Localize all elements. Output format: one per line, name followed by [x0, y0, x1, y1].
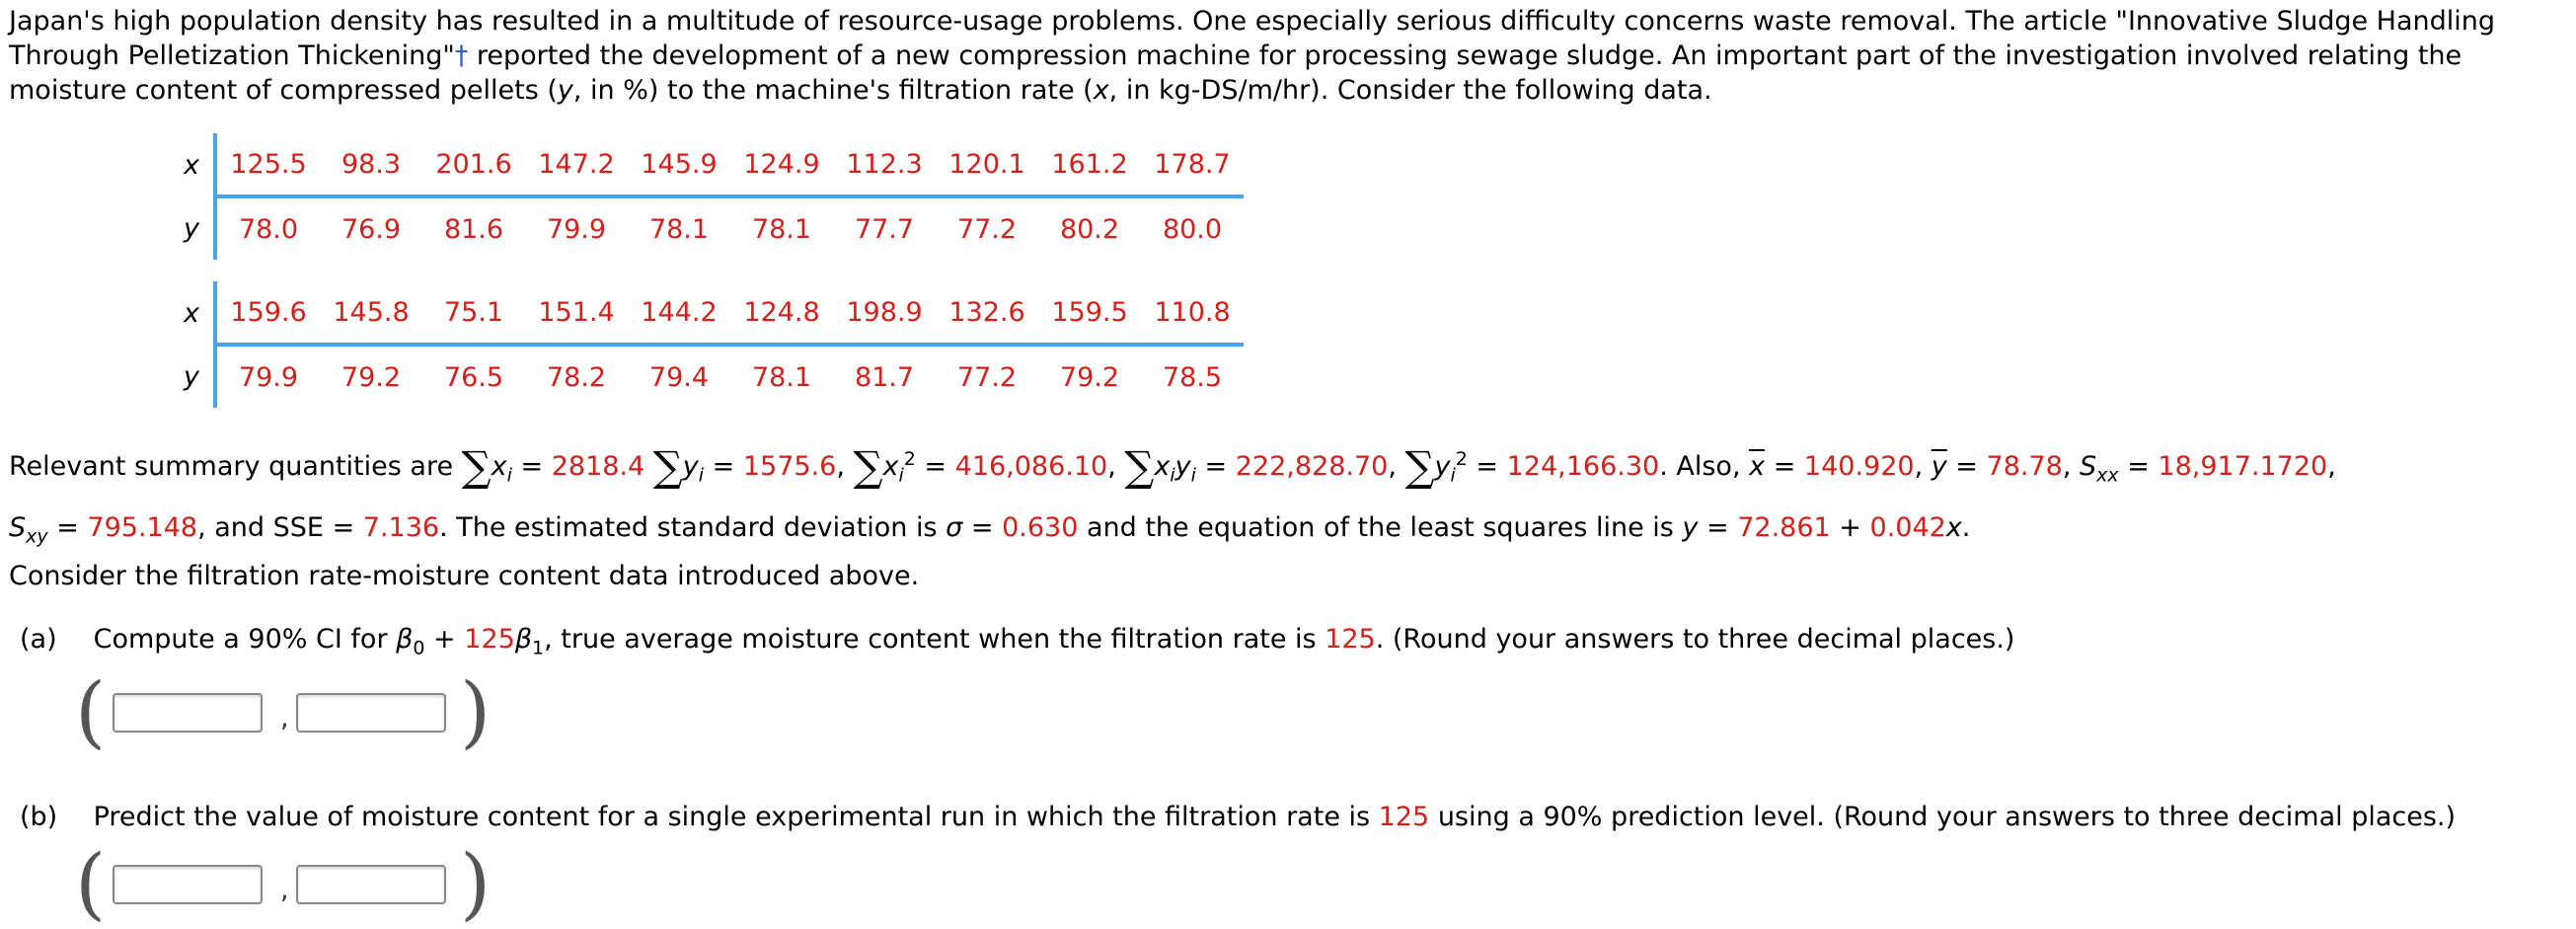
answer-a-upper-input[interactable] — [296, 693, 446, 733]
intercept-value: 72.861 — [1737, 512, 1831, 544]
table-cell: 159.6 — [215, 281, 320, 345]
table-cell: 79.2 — [1059, 361, 1120, 393]
part-a-text: . (Round your answers to three decimal places.) — [1375, 624, 2015, 655]
footnote-dagger-link[interactable]: † — [454, 40, 469, 71]
part-a-text: Compute a 90% CI for — [93, 624, 388, 655]
table-cell: 125.5 — [215, 133, 320, 196]
data-table-1 — [148, 133, 1244, 260]
row-label-y: y — [148, 196, 215, 260]
table-cell: 112.3 — [833, 133, 936, 196]
part-a-text: , true average moisture content when the filtration rate is — [544, 624, 1317, 655]
part-b-text: Predict the value of moisture content for a single experimental run in which the filtration rate is — [93, 802, 1371, 832]
sum-y2-value: 124,166.30 — [1506, 451, 1660, 482]
table-cell: 144.2 — [628, 281, 730, 345]
sse-value: 7.136 — [362, 512, 440, 544]
table-cell: 78.0 — [238, 213, 299, 245]
sigma-symbol: ∑ — [461, 442, 492, 491]
table-cell: 78.2 — [546, 361, 607, 393]
part-a-label: (a) — [20, 624, 57, 655]
sigma-symbol: ∑ — [853, 442, 883, 491]
consider-text: Consider the filtration rate-moisture content data introduced above. — [9, 561, 920, 591]
comma: , — [280, 875, 289, 905]
row-label-y: y — [148, 345, 215, 408]
sum-xy-value: 222,828.70 — [1235, 451, 1389, 482]
question-b — [20, 802, 2456, 832]
table-row-y — [148, 345, 1244, 408]
sxx-value: 18,917.1720 — [2158, 451, 2328, 482]
intro-text: , in kg-DS/m/hr). Consider the following data. — [1108, 75, 1712, 106]
answer-a-interval — [61, 665, 515, 757]
table-cell: 78.5 — [1162, 361, 1223, 393]
right-paren: ) — [460, 837, 492, 929]
xbar-value: 140.920 — [1803, 451, 1915, 482]
table-cell: 77.7 — [854, 213, 915, 245]
part-a-rate: 125 — [1325, 624, 1376, 655]
slope-value: 0.042 — [1869, 512, 1946, 544]
row-label-x: x — [148, 133, 215, 196]
answer-b-interval — [61, 837, 515, 929]
table-cell: 159.5 — [1038, 281, 1141, 345]
equation-text: and the equation of the least squares line is — [1086, 512, 1674, 544]
table-cell: 80.2 — [1059, 213, 1120, 245]
table-cell: 132.6 — [936, 281, 1038, 345]
answer-b-upper-input[interactable] — [296, 865, 446, 904]
summary-prefix: Relevant summary quantities are — [9, 451, 454, 482]
table-cell: 124.8 — [730, 281, 833, 345]
table-row-x — [148, 133, 1244, 196]
table-cell: 98.3 — [320, 133, 422, 196]
data-table-2 — [148, 281, 1244, 408]
sxy-value: 795.148 — [87, 512, 198, 544]
answer-a-lower-input[interactable] — [113, 693, 263, 733]
table-row-y — [148, 196, 1244, 260]
table-cell: 147.2 — [525, 133, 628, 196]
table-cell: 76.9 — [341, 213, 402, 245]
table-cell: 77.2 — [956, 213, 1018, 245]
table-cell: 124.9 — [730, 133, 833, 196]
left-paren: ( — [75, 665, 107, 757]
left-paren: ( — [75, 837, 107, 929]
table-cell: 198.9 — [833, 281, 936, 345]
table-cell: 110.8 — [1141, 281, 1244, 345]
summary-quantities: Relevant summary quantities are $\sum x_i = 2818.4$ $\sum y_i = 1575.6$, $\sum x_i^2 = 416,086.10$, $\sum x_iy_i = 222,828.70$, $\sum y_i^2 = 124,166.30$. Also, $\overline{x} = 140.920$, $\overline{y} = 78.78$, $S_{xx} = 18,917.1720$, $S_{xy} = 795.148$, and SSE = 7.136. The estimated standard deviation is σ = 0.630 and the equation of the least squares line is y = 72.861 + 0.042x. — [9, 442, 2336, 548]
sigma-symbol: ∑ — [1124, 442, 1155, 491]
also-text: Also, — [1676, 451, 1741, 482]
table-cell: 79.9 — [546, 213, 607, 245]
table-cell: 79.2 — [341, 361, 402, 393]
intro-text: , in %) to the machine's filtration rate ( — [572, 75, 1094, 106]
sum-y-value: 1575.6 — [742, 451, 837, 482]
intro-text: Japan's high population density has resulted in a multitude of resource-usage problems. One especially serious difficulty concerns waste removal. The article "Innovative Sludge Handling Through Pelletization Thickening" — [9, 6, 2496, 71]
table-cell: 178.7 — [1141, 133, 1244, 196]
table-cell: 80.0 — [1162, 213, 1223, 245]
sigma-text: . The estimated standard deviation is — [439, 512, 938, 544]
sigma-value: 0.630 — [1002, 512, 1079, 544]
sum-x-value: 2818.4 — [551, 451, 645, 482]
table-cell: 79.4 — [648, 361, 710, 393]
var-x: x — [1093, 75, 1109, 106]
question-a: (a) Compute a 90% CI for $\beta_0 + 125\beta_1$, true average moisture content when the filtration rate is 125. (Round your answers to three decimal places.) — [20, 624, 2015, 659]
table-cell: 120.1 — [936, 133, 1038, 196]
ybar-value: 78.78 — [1986, 451, 2063, 482]
table-cell: 145.9 — [628, 133, 730, 196]
table-cell: 151.4 — [525, 281, 628, 345]
intro-paragraph — [9, 4, 2570, 108]
table-cell: 81.7 — [854, 361, 915, 393]
table-cell: 201.6 — [422, 133, 525, 196]
table-cell: 77.2 — [956, 361, 1018, 393]
sum-x2-value: 416,086.10 — [954, 451, 1108, 482]
table-cell: 78.1 — [751, 361, 812, 393]
part-a-coef: 125 — [464, 624, 515, 655]
table-cell: 78.1 — [648, 213, 710, 245]
right-paren: ) — [460, 665, 492, 757]
sse-label: and SSE = — [214, 512, 355, 544]
answer-b-lower-input[interactable] — [113, 865, 263, 904]
part-b-label: (b) — [20, 802, 58, 832]
part-b-text: using a 90% prediction level. (Round your answers to three decimal places.) — [1437, 802, 2457, 832]
var-y: y — [557, 75, 573, 106]
table-cell: 78.1 — [751, 213, 812, 245]
sigma-symbol: ∑ — [652, 442, 683, 491]
table-cell: 75.1 — [422, 281, 525, 345]
table-cell: 161.2 — [1038, 133, 1141, 196]
table-cell: 81.6 — [443, 213, 504, 245]
comma: , — [280, 703, 289, 734]
table-cell: 79.9 — [238, 361, 299, 393]
table-cell: 145.8 — [320, 281, 422, 345]
row-label-x: x — [148, 281, 215, 345]
intro-text: reported the development of a new compression machine for processing sewage sludge. An important part of the investigation involved relating the moisture content of compressed pellets ( — [9, 40, 2462, 106]
part-b-rate: 125 — [1378, 802, 1430, 832]
sigma-symbol: ∑ — [1404, 442, 1435, 491]
table-row-x — [148, 281, 1244, 345]
table-cell: 76.5 — [443, 361, 504, 393]
